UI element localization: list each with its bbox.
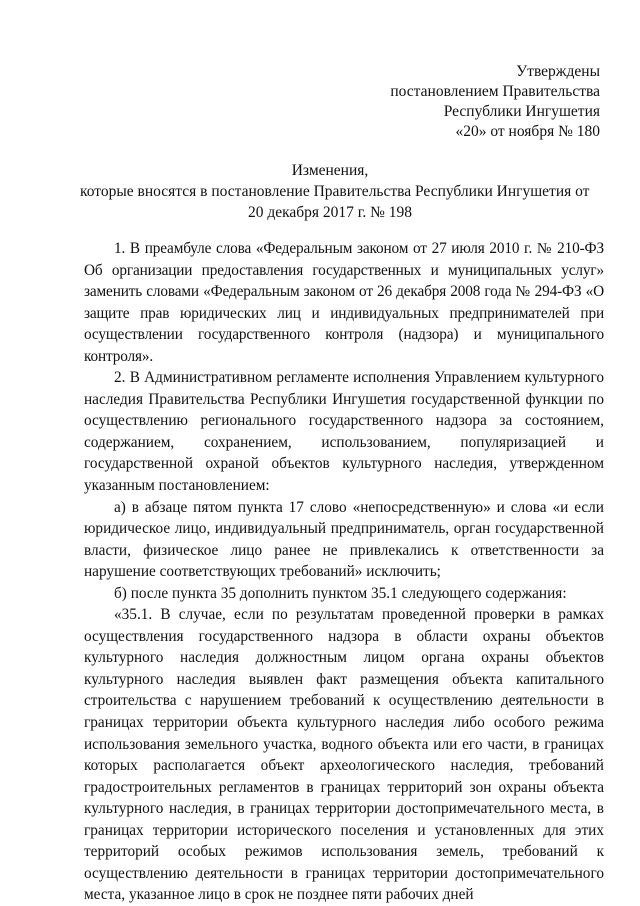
- approval-line-date-number: «20» от ноября № 180: [455, 123, 600, 140]
- approval-line-republic: Республики Ингушетия: [443, 103, 600, 120]
- paragraph-subitem-b: б) после пункта 35 дополнить пунктом 35.1 следующего содержания:: [114, 584, 567, 602]
- paragraph-item-35-1: «35.1. В случае, если по результатам проведенной проверки в рамках осуществления государственного надзора в области охраны объектов культурного наследия должностным лицом органа охраны объектов культурного наследия выявлен факт размещения объекта капитального строительства с нарушением требований к осуществлению деятельности в границах территории объекта культурного наследия либо особого режима использования земельного участка, водного объекта или его части, в границах которых располагается объект археологического наследия, требований градостроительных регламентов в границах территорий зон охраны объекта культурного наследия, в границах территории достопримечательного места, в границах территории исторического поселения и установленных для этих территорий особых режимов использования земель, требований к осуществлению деятельности в границах территории достопримечательного места, указанное лицо в срок не позднее пяти рабочих дней: [84, 606, 604, 904]
- title-line-date: 20 декабря 2017 г. № 198: [247, 204, 413, 221]
- approval-line-approved: Утверждены: [516, 63, 600, 80]
- document-title: [80, 160, 590, 223]
- title-line-subject: которые вносятся в постановление Правительства Республики Ингушетия от: [80, 183, 590, 200]
- approval-stamp: [360, 62, 600, 142]
- document-body: [84, 238, 604, 906]
- paragraph-regulation: 2. В Административном регламенте исполнения Управлением культурного наследия Правительства Республики Ингушетия государственной функции по осуществлению регионального государственного надзора за состоянием, содержанием, сохранением, использованием, популяризацией и государственной охраной объектов культурного наследия, утвержденном указанным постановлением:: [84, 369, 604, 495]
- paragraph-preamble: 1. В преамбуле слова «Федеральным законом от 27 июля 2010 г. № 210-ФЗ Об организации предоставления государственных и муниципальных услуг» заменить словами «Федеральным законом от 26 декабря 2008 года № 294-ФЗ «О защите прав юридических лиц и индивидуальных предпринимателей при осуществлении государственного контроля (надзора) и муниципального контроля».: [84, 240, 604, 365]
- approval-line-resolution: постановлением Правительства: [390, 83, 600, 100]
- paragraph-subitem-a: а) в абзаце пятом пункта 17 слово «непосредственную» и слова «и если юридическое лицо, индивидуальный предприниматель, орган государственной власти, физическое лицо ранее не привлекались к ответственности за нарушение соответствующих требований» исключить;: [84, 498, 604, 581]
- title-line-changes: Изменения,: [291, 162, 369, 179]
